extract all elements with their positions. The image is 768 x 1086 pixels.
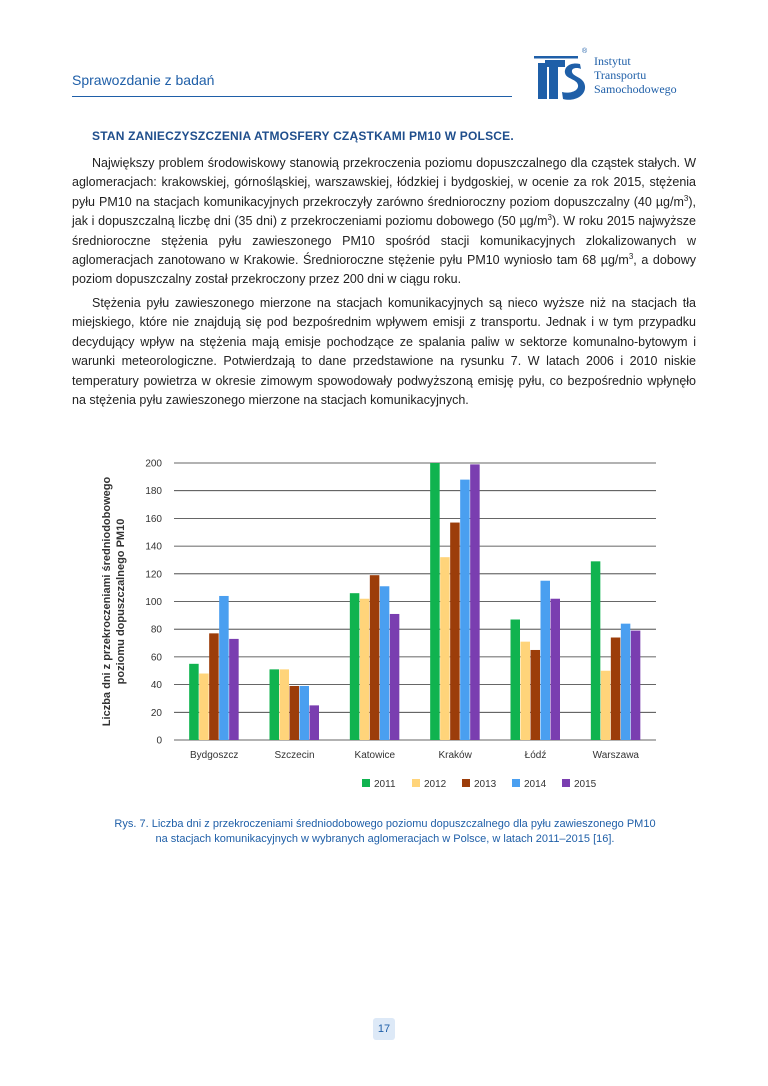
chart-categories <box>190 750 639 761</box>
bar <box>631 631 641 740</box>
bar <box>531 650 541 740</box>
legend-label: 2011 <box>374 779 396 790</box>
caption-line: Rys. 7. Liczba dni z przekroczeniami średniodobowego poziomu dopuszczalnego dla pyłu zawieszonego PM10 <box>114 818 656 830</box>
bar-chart <box>96 448 676 804</box>
registered-mark: ® <box>582 48 588 55</box>
bar <box>601 671 611 740</box>
running-header: Sprawozdanie z badań <box>72 72 215 88</box>
bar <box>350 593 360 740</box>
chart-grid <box>174 463 656 740</box>
y-tick-label: 180 <box>145 486 162 498</box>
paragraph-2-text: Stężenia pyłu zawieszonego mierzone na stacjach komunikacyjnych są nieco wyższe niż na stacjach tła miejskiego, które nie znajdują się pod bezpośrednim wpływem emisji z transportu. Jednak i w tym przypadku decydujący wpływ na stężenia mają emisje pochodzące ze spalania paliw w sektorze komunalno-bytowym i warunki meteorologiczne. Potwierdzają to dane przedstawione na rysunku 7. W latach 2006 i 2010 niskie temperatury powietrza w okresie zimowym spowodowały podwyższoną emisję pyłu, co bezpośrednio wpłynęło na stężenia pyłu zawieszonego mierzone na stacjach komunikacyjnych. <box>72 296 696 408</box>
category-label: Bydgoszcz <box>189 750 239 761</box>
chart-y-axis-label <box>101 477 127 727</box>
bar <box>430 463 440 740</box>
paragraph-1-part-c: ). W roku 2015 najwyższe średnioroczne stężenia pyłu zawieszonego PM10 spośród stacji komunikacyjnych zlokalizowanych w aglomeracjach zanotowano w Krakowie. Średnioroczne stężenie pyłu PM10 wyniosło tam 68 µg/m <box>72 214 697 268</box>
bar <box>290 686 300 740</box>
figure-caption <box>90 817 680 847</box>
superscript: 3 <box>628 251 634 261</box>
bar <box>521 642 531 740</box>
y-tick-label: 20 <box>150 707 162 719</box>
category-label: Szczecin <box>274 750 315 761</box>
legend-label: 2014 <box>524 779 547 790</box>
y-tick-label: 120 <box>145 569 162 581</box>
legend-swatch <box>412 779 420 787</box>
y-tick-label: 0 <box>156 735 162 747</box>
bar <box>209 633 219 740</box>
paragraph-1-part-d: , a dobowy poziom dopuszczalny został przekroczony przez 200 dni w ciągu roku. <box>72 253 696 287</box>
superscript: 3 <box>683 193 689 203</box>
y-tick-label: 200 <box>145 458 162 470</box>
bar <box>219 596 229 740</box>
bar <box>470 464 480 740</box>
y-tick-label: 80 <box>150 624 162 636</box>
logo-line: Samochodowego <box>594 82 677 96</box>
bar <box>541 581 551 740</box>
y-tick-label: 140 <box>145 541 162 553</box>
paragraph-1-part-a: Największy problem środowiskowy stanowią przekroczenia poziomu dopuszczalnego dla cząstek stałych. W aglomeracjach: krakowskiej, górnośląskiej, warszawskiej, łódzkiej i bydgoskiej, w ocenie za rok 2015, stężenia pyłu PM10 na stacjach komunikacyjnych przekroczyły zarówno średnioroczny poziom dopuszczalny (40 µg/m <box>72 156 696 209</box>
paragraph-2 <box>72 294 696 410</box>
y-tick-label: 60 <box>150 652 162 664</box>
logo-line: Instytut <box>594 54 631 68</box>
caption-line: na stacjach komunikacyjnych w wybranych aglomeracjach w Polsce, w latach 2011–2015 [16]. <box>155 833 615 845</box>
y-axis-label-line: poziomu dopuszczalnego PM10 <box>115 518 127 685</box>
legend-label: 2015 <box>574 779 597 790</box>
y-axis-label-line: Liczba dni z przekroczeniami średniodobowego <box>101 476 113 727</box>
y-tick-label: 100 <box>145 597 162 608</box>
paragraph-1-part-b: ), jak i dopuszczalną liczbę dni (35 dni) z przekroczeniami poziomu dobowego (50 µg/m <box>72 194 696 229</box>
legend-label: 2013 <box>474 779 497 790</box>
bar <box>270 669 280 740</box>
header-rule <box>72 96 512 97</box>
legend-swatch <box>462 779 470 787</box>
its-logo <box>532 50 692 106</box>
legend-swatch <box>562 779 570 787</box>
logo-line: Transportu <box>594 68 647 82</box>
y-tick-label: 160 <box>145 513 162 525</box>
category-label: Kraków <box>438 750 472 761</box>
bar <box>611 638 621 740</box>
bar <box>551 599 561 740</box>
its-logo-mark <box>532 50 590 102</box>
bar <box>390 614 400 740</box>
superscript: 3 <box>547 213 552 223</box>
legend-swatch <box>512 779 520 787</box>
bar <box>370 575 380 740</box>
category-label: Łódź <box>524 750 547 761</box>
bar <box>360 599 370 740</box>
bar <box>511 620 521 740</box>
bar <box>591 561 601 740</box>
chart-legend <box>362 779 597 790</box>
paragraph-1 <box>72 154 696 290</box>
bar <box>450 523 460 740</box>
chart-y-ticks <box>145 459 162 747</box>
page-number: 17 <box>373 1018 395 1040</box>
section-title: STAN ZANIECZYSZCZENIA ATMOSFERY CZĄSTKAMI PM10 W POLSCE. <box>92 129 514 143</box>
bar <box>189 664 199 740</box>
legend-swatch <box>362 779 370 787</box>
y-tick-label: 40 <box>150 680 162 692</box>
bar <box>440 557 450 740</box>
category-label: Katowice <box>354 750 396 761</box>
bar <box>280 669 290 740</box>
bar <box>229 639 239 740</box>
category-label: Warszawa <box>592 750 639 761</box>
bar <box>460 480 470 740</box>
bar <box>310 705 320 740</box>
bar <box>380 586 390 740</box>
bar <box>300 686 310 740</box>
bar <box>621 624 631 740</box>
bar <box>199 674 209 740</box>
logo-text <box>594 54 677 96</box>
legend-label: 2012 <box>424 779 447 790</box>
